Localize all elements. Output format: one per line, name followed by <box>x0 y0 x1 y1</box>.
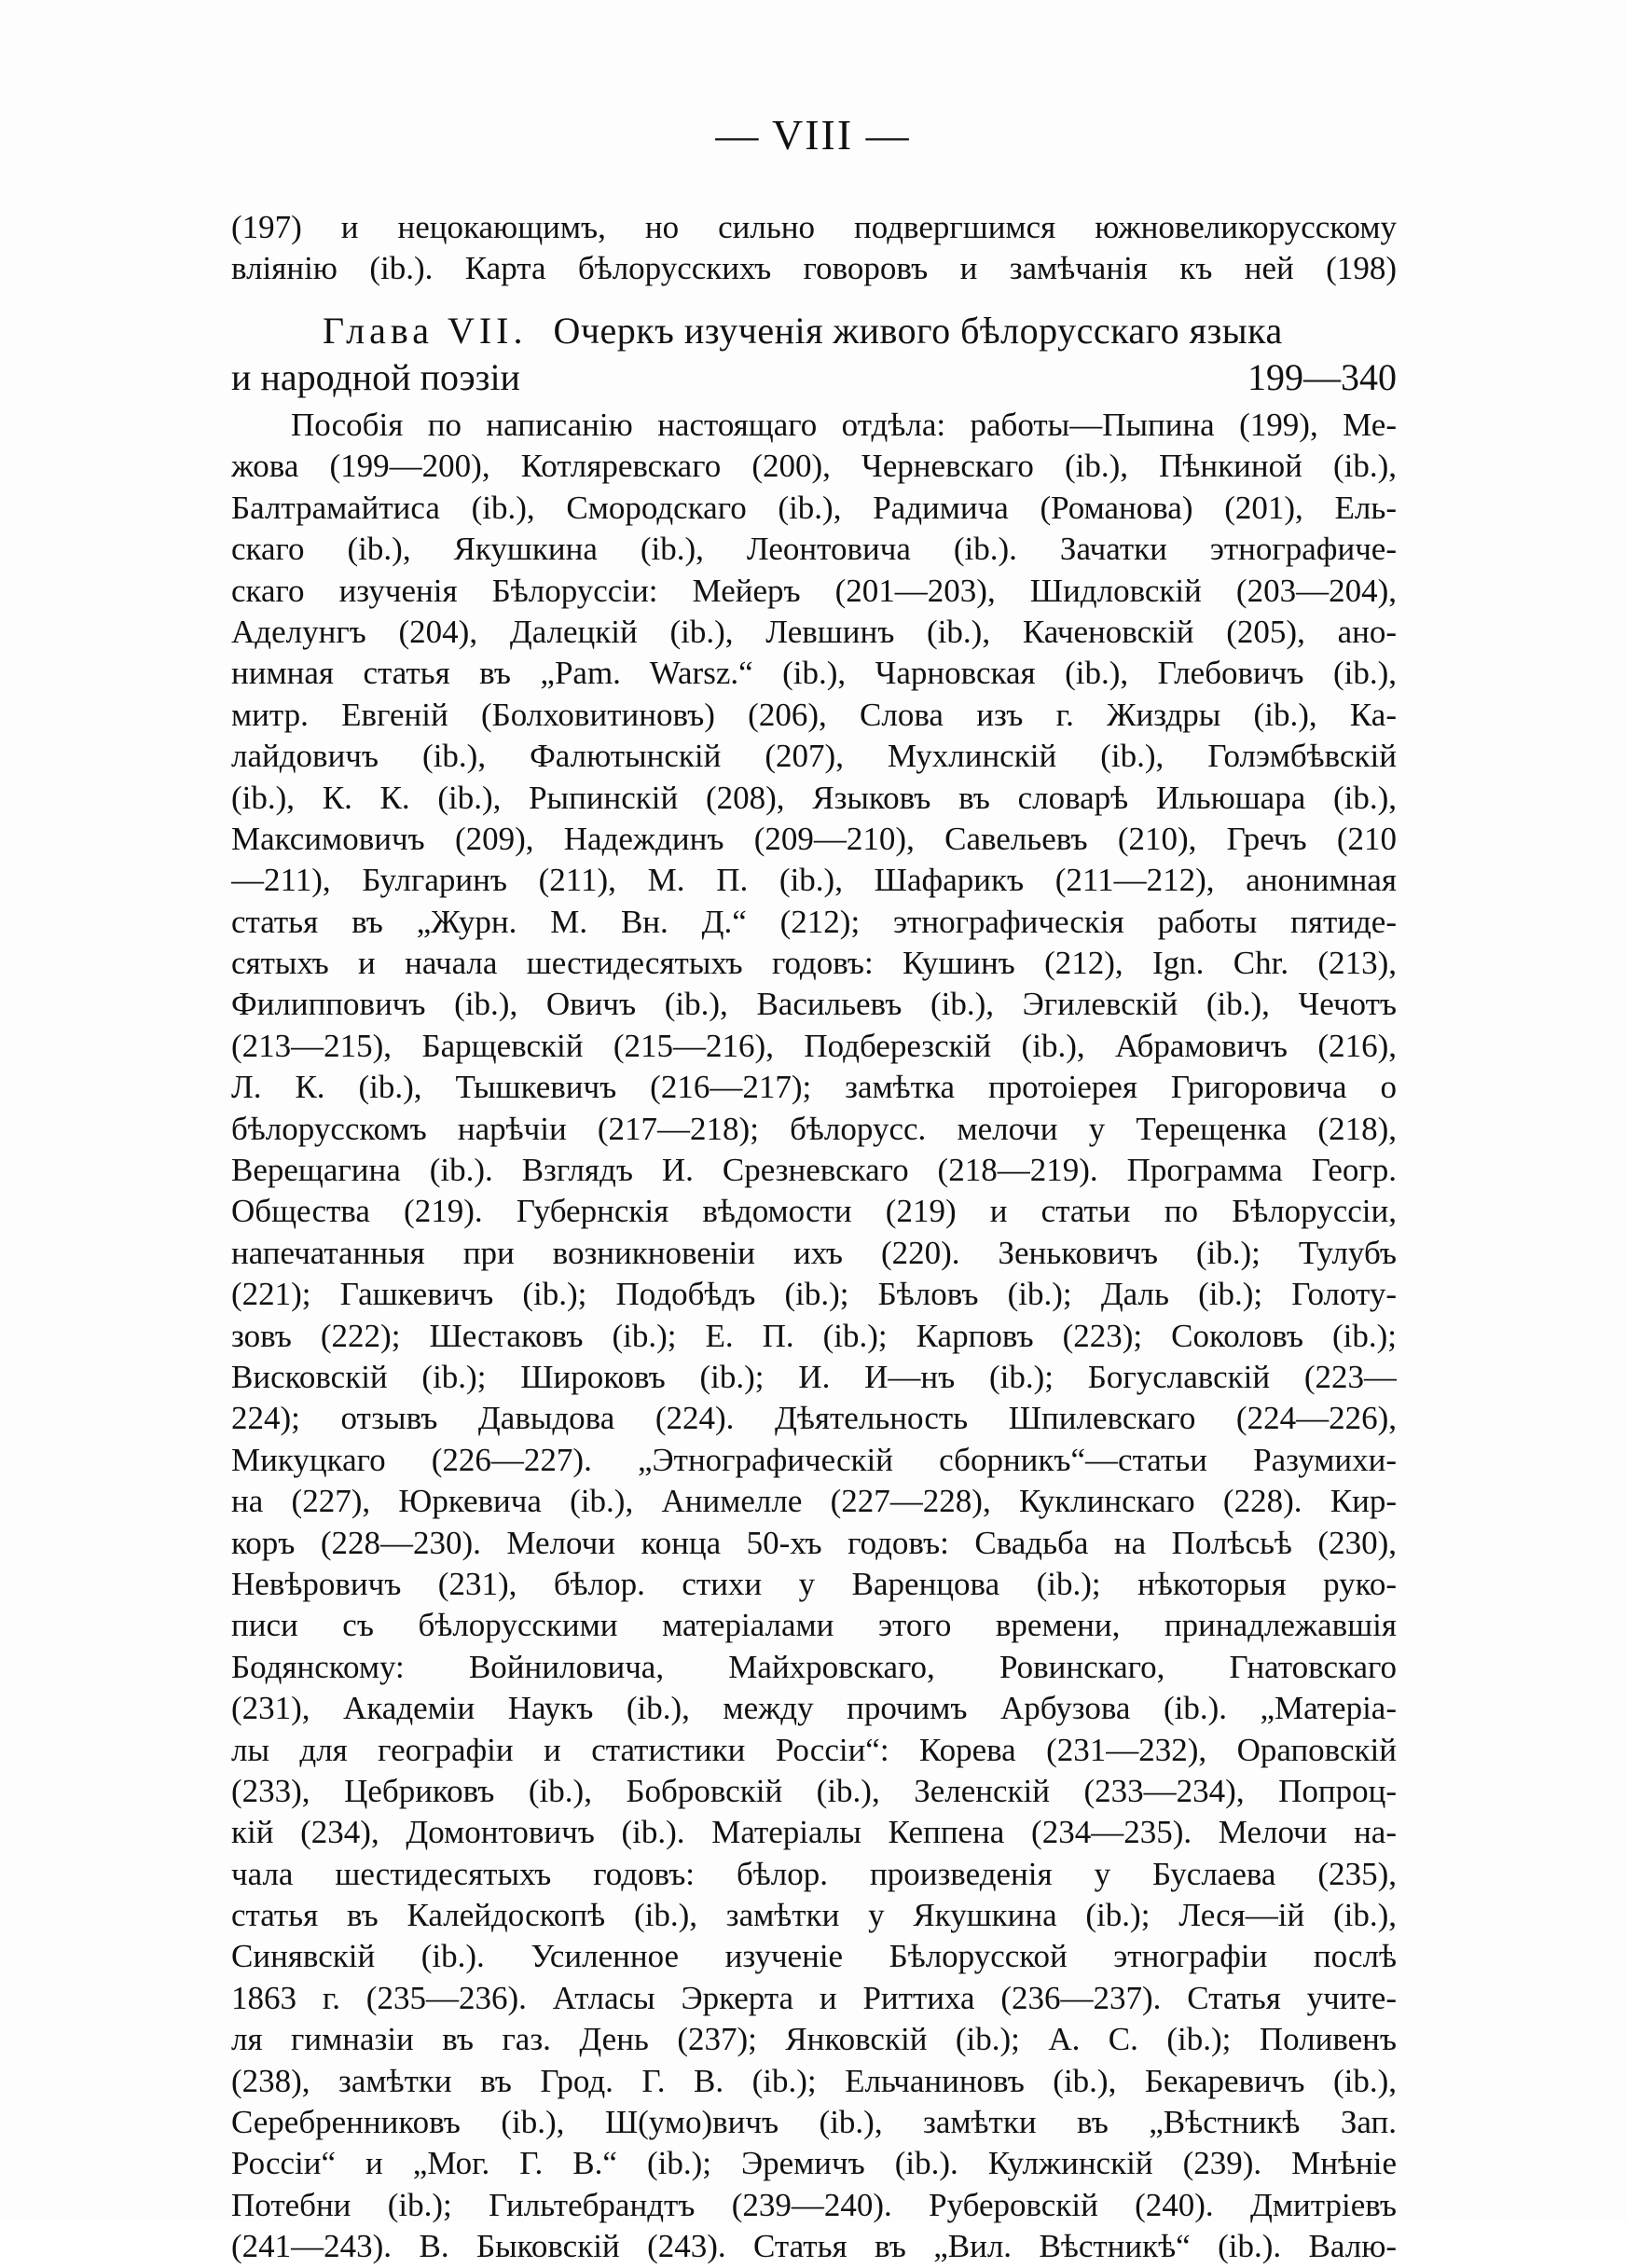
text-line: митр. Евгеній (Болховитиновъ) (206), Слова изъ г. Жиздры (ib.), Ка- <box>231 696 1397 733</box>
chapter-page-range: 199—340 <box>1247 356 1397 398</box>
text-line: Висковскій (ib.); Широковъ (ib.); И. И—нъ (ib.); Богуславскій (223— <box>231 1358 1397 1395</box>
text-line: (231), Академіи Наукъ (ib.), между прочимъ Арбузова (ib.). „Матеріа- <box>231 1690 1397 1727</box>
text-line: Верещагина (ib.). Взглядъ И. Срезневскаго (218—219). Программа Геогр. <box>231 1152 1397 1189</box>
text-line: —211), Булгаринъ (211), М. П. (ib.), Шафарикъ (211—212), анонимная <box>231 862 1397 899</box>
text-line: писи съ бѣлорусскими матеріалами этого времени, принадлежавшія <box>231 1607 1397 1644</box>
text-line: коръ (228—230). Мелочи конца 50-хъ годовъ: Свадьба на Полѣсьѣ (230), <box>231 1524 1397 1561</box>
text-line: жова (199—200), Котляревскаго (200), Черневскаго (ib.), Пѣнкиной (ib.), <box>231 448 1397 485</box>
text-line: бѣлорусскомъ нарѣчіи (217—218); бѣлорусс. мелочи у Терещенка (218), <box>231 1110 1397 1147</box>
text-line: Микуцкаго (226—227). „Этнографическій сборникъ“—статьи Разумихи- <box>231 1441 1397 1478</box>
text-line: Россіи“ и „Мог. Г. В.“ (ib.); Эремичъ (ib.). Кулжинскій (239). Мнѣніе <box>231 2145 1397 2182</box>
text-line: сятыхъ и начала шестидесятыхъ годовъ: Кушинъ (212), Ign. Chr. (213), <box>231 945 1397 982</box>
text-line: на (227), Юркевича (ib.), Анимелле (227—228), Куклинскаго (228). Кир- <box>231 1483 1397 1520</box>
chapter-heading-line-2 <box>231 354 1397 401</box>
text-line: статья въ „Журн. М. Вн. Д.“ (212); этнографическія работы пятиде- <box>231 903 1397 940</box>
text-line: Балтрамайтиса (ib.), Смородскаго (ib.), Радимича (Романова) (201), Ель- <box>231 489 1397 526</box>
chapter-label: Глава VII. <box>323 310 528 352</box>
text-line: Филипповичъ (ib.), Овичъ (ib.), Васильевъ (ib.), Эгилевскій (ib.), Чечотъ <box>231 986 1397 1023</box>
text-line: Пособія по написанію настоящаго отдѣла: работы—Пыпина (199), Ме- <box>291 407 1397 443</box>
text-line: напечатанныя при возникновеніи ихъ (220). Зеньковичъ (ib.); Тулубъ <box>231 1234 1397 1271</box>
text-line: (233), Цебриковъ (ib.), Бобровскій (ib.), Зеленскій (233—234), Попроц- <box>231 1772 1397 1809</box>
text-line: Общества (219). Губернскія вѣдомости (219) и статьи по Бѣлоруссіи, <box>231 1193 1397 1230</box>
text-line: вліянію (ib.). Карта бѣлорусскихъ говоровъ и замѣчанія къ ней (198) <box>231 250 1397 287</box>
text-line: лы для географіи и статистики Россіи“: Корева (231—232), Ораповскій <box>231 1731 1397 1768</box>
text-line: скаго (ib.), Якушкина (ib.), Леонтовича (ib.). Зачатки этнографиче- <box>231 531 1397 568</box>
text-line: (197) и нецокающимъ, но сильно подвергшимся южновеликорусскому <box>231 209 1397 245</box>
text-line: кій (234), Домонтовичъ (ib.). Матеріалы Кеппена (234—235). Мелочи на- <box>231 1814 1397 1851</box>
text-line: 1863 г. (235—236). Атласы Эркерта и Риттиха (236—237). Статья учите- <box>231 1979 1397 2016</box>
text-line: 224); отзывъ Давыдова (224). Дѣятельность Шпилевскаго (224—226), <box>231 1400 1397 1437</box>
text-line: Аделунгъ (204), Далецкій (ib.), Левшинъ (ib.), Каченовскій (205), ано- <box>231 613 1397 650</box>
text-line: лайдовичъ (ib.), Фалютынскій (207), Мухлинскій (ib.), Голэмбѣвскій <box>231 738 1397 775</box>
text-line: (238), замѣтки въ Грод. Г. В. (ib.); Ельчаниновъ (ib.), Бекаревичъ (ib.), <box>231 2062 1397 2099</box>
chapter-title: Очеркъ изученія живого бѣлорусскаго языка <box>553 310 1283 352</box>
text-line: чала шестидесятыхъ годовъ: бѣлор. произведенія у Буслаева (235), <box>231 1855 1397 1892</box>
text-line: Потебни (ib.); Гильтебрандтъ (239—240). Руберовскій (240). Дмитріевъ <box>231 2186 1397 2223</box>
text-line: (241—243). В. Быковскій (243). Статья въ „Вил. Вѣстникѣ“ (ib.). Валю- <box>231 2228 1397 2265</box>
text-line: Максимовичъ (209), Надеждинъ (209—210), Савельевъ (210), Гречъ (210 <box>231 820 1397 857</box>
text-line: (213—215), Барщевскій (215—216), Подберезскій (ib.), Абрамовичъ (216), <box>231 1027 1397 1064</box>
text-line: зовъ (222); Шестаковъ (ib.); Е. П. (ib.); Карповъ (223); Соколовъ (ib.); <box>231 1317 1397 1354</box>
chapter-contents-paragraph <box>231 405 1397 2268</box>
text-line: (ib.), К. К. (ib.), Рыпинскій (208), Языковъ въ словарѣ Ильюшара (ib.), <box>231 779 1397 816</box>
text-line: Бодянскому: Войниловича, Майхровскаго, Ровинскаго, Гнатовскаго <box>231 1648 1397 1685</box>
text-line: скаго изученія Бѣлоруссіи: Мейеръ (201—203), Шидловскій (203—204), <box>231 572 1397 609</box>
text-line: ля гимназіи въ газ. День (237); Янковскій (ib.); А. С. (ib.); Поливенъ <box>231 2021 1397 2058</box>
chapter-title-continuation: и народной поэзіи <box>231 356 520 398</box>
text-line: нимная статья въ „Pam. Warsz.“ (ib.), Чарновская (ib.), Глебовичъ (ib.), <box>231 655 1397 692</box>
text-line: статья въ Калейдоскопѣ (ib.), замѣтки у Якушкина (ib.); Леся—ій (ib.), <box>231 1897 1397 1934</box>
page-number: — VIII — <box>715 111 911 159</box>
chapter-heading <box>231 308 1397 401</box>
text-line: Серебренниковъ (ib.), Ш(умо)вичъ (ib.), замѣтки въ „Вѣстникѣ Зап. <box>231 2104 1397 2141</box>
chapter-heading-line <box>231 308 1397 354</box>
text-line: Синявскій (ib.). Усиленное изученіе Бѣлорусской этнографіи послѣ <box>231 1938 1397 1975</box>
text-line: (221); Гашкевичъ (ib.); Подобѣдъ (ib.); Бѣловъ (ib.); Даль (ib.); Голоту- <box>231 1276 1397 1313</box>
text-line: Л. К. (ib.), Тышкевичъ (216—217); замѣтка протоіерея Григоровича о <box>231 1069 1397 1106</box>
text-line: Невѣровичъ (231), бѣлор. стихи у Варенцова (ib.); нѣкоторыя руко- <box>231 1565 1397 1602</box>
intro-paragraph <box>231 207 1397 290</box>
